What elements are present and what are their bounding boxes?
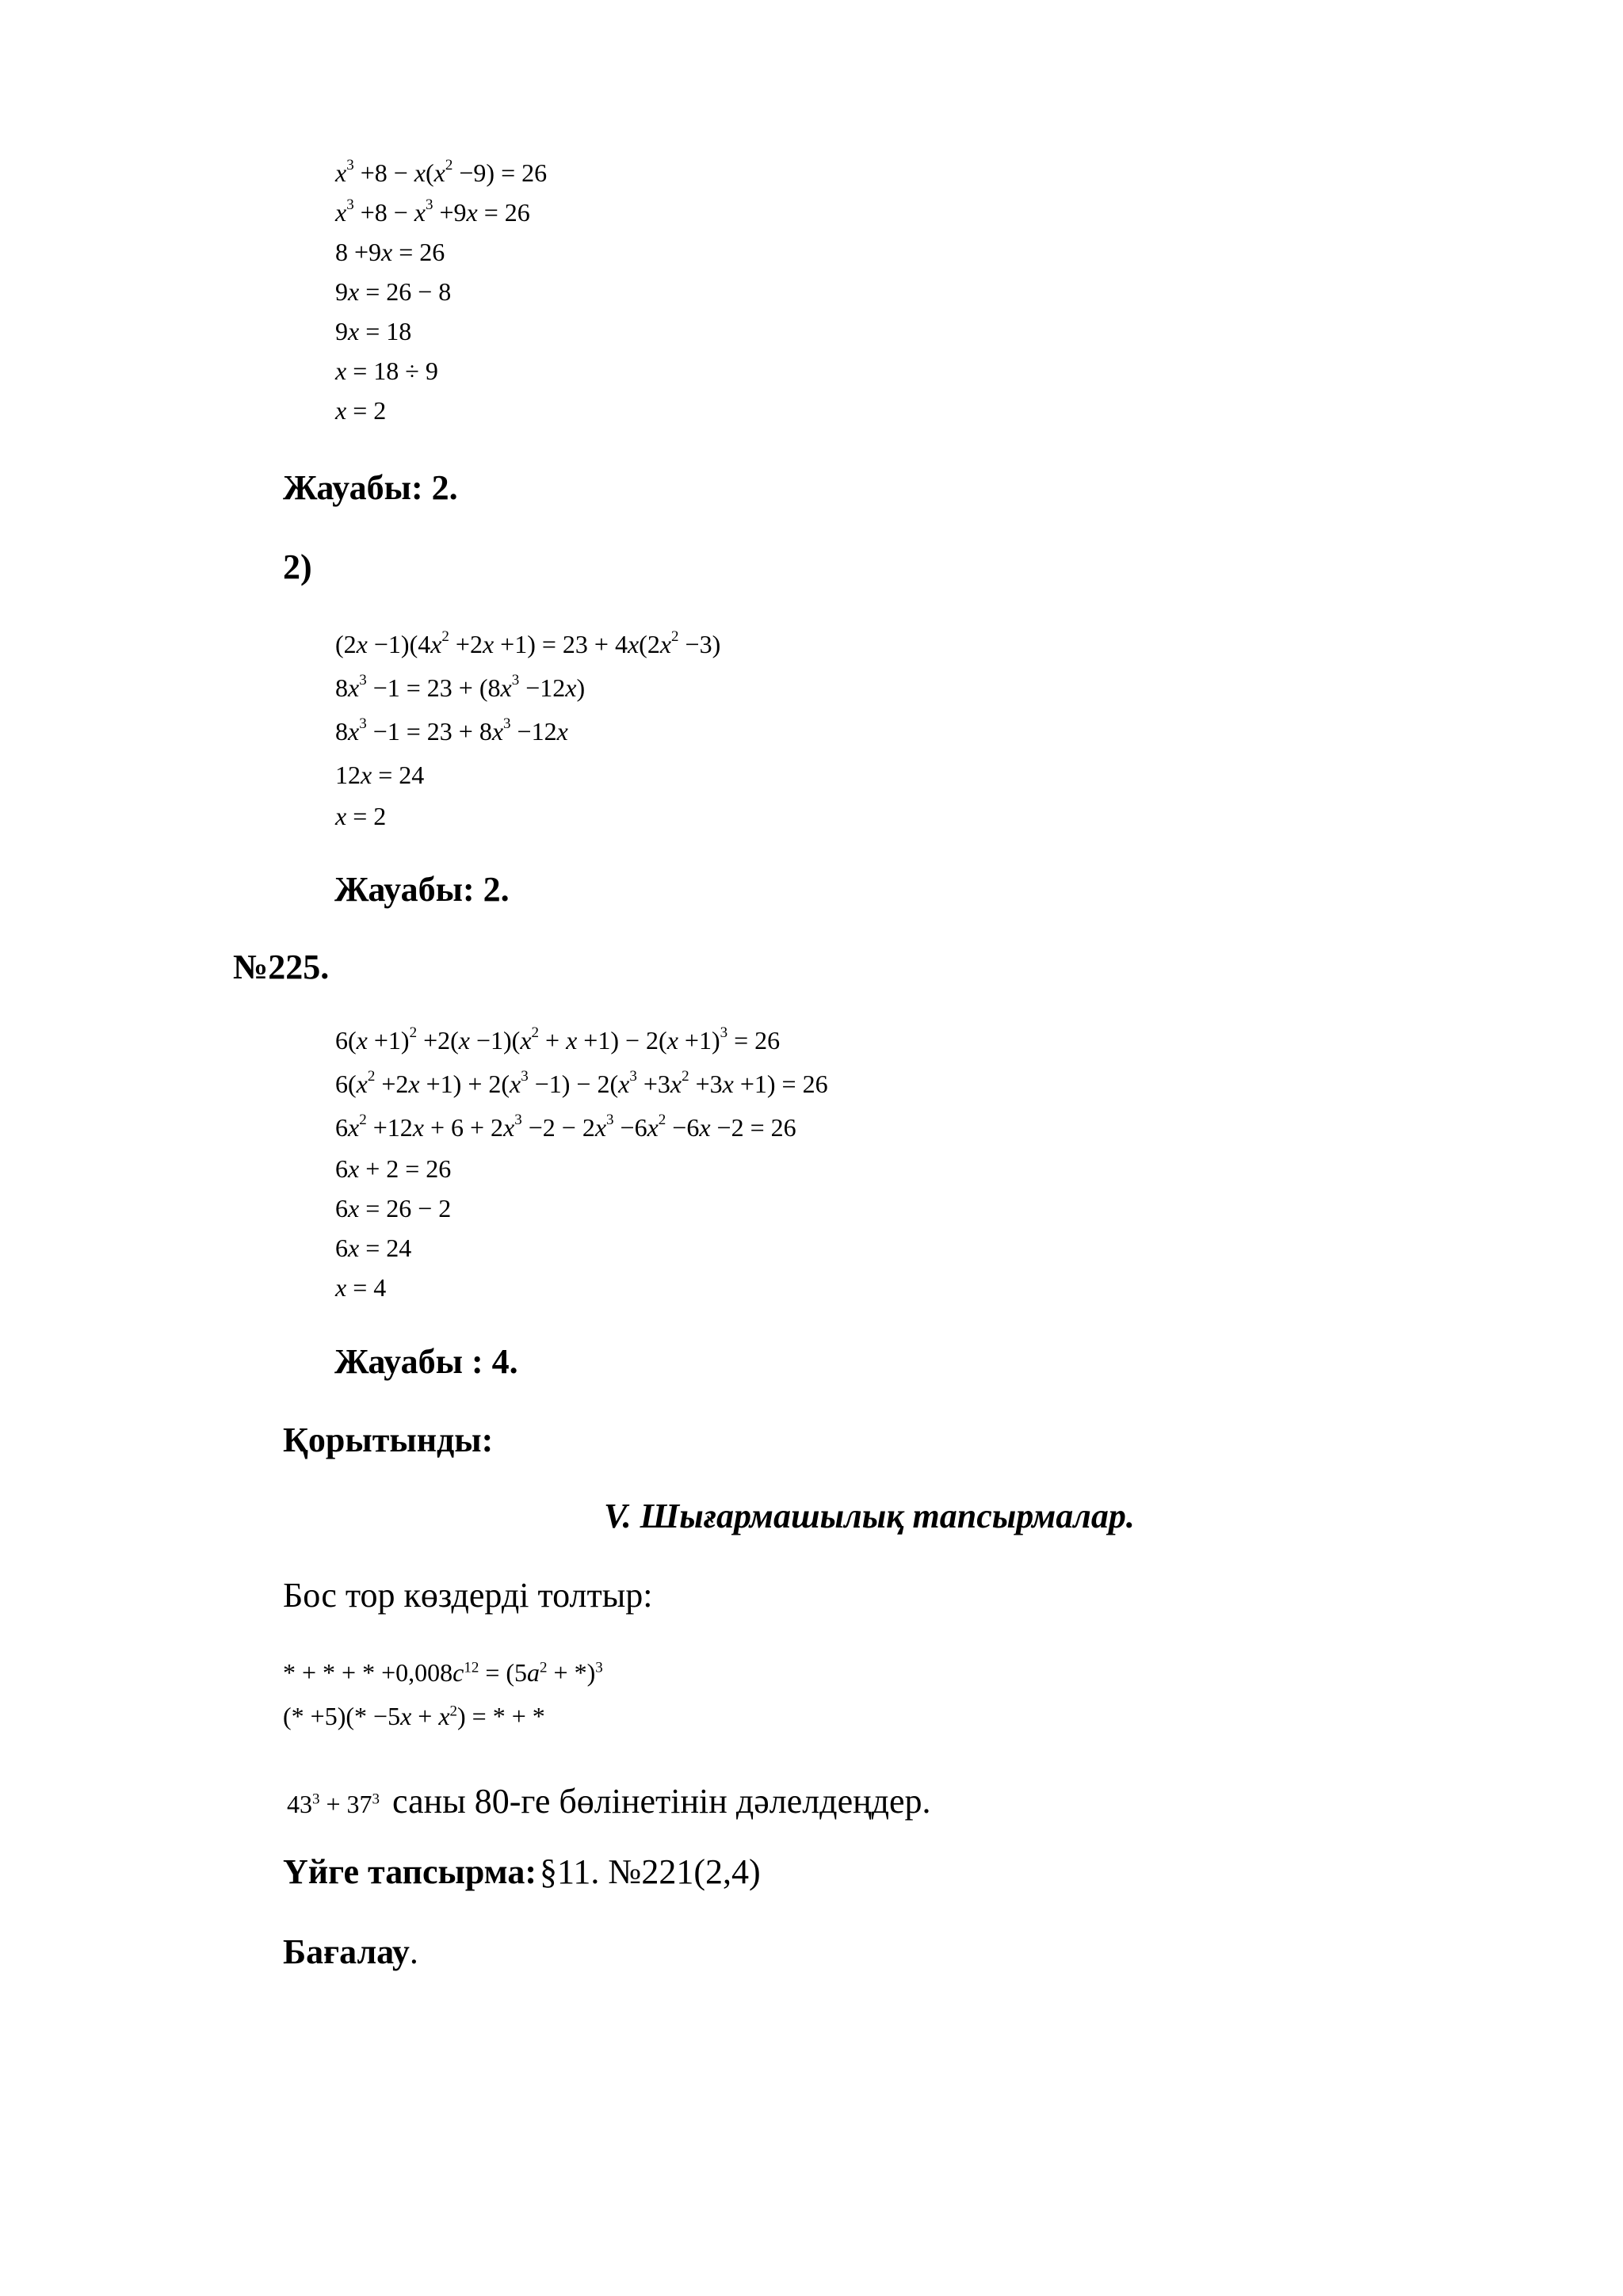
eq-2-5: x = 2 [335,802,387,830]
prove-text: саны 80-ге бөлінетінін дәлелдеңдер. [392,1782,931,1821]
grading-line [283,1932,418,1972]
section-title: V. Шығармашылық тапсырмалар. [604,1497,1135,1535]
part-2-label: 2) [283,547,312,586]
eq-1-5: 9x = 18 [335,317,412,345]
eq-2-4: 12x = 24 [335,761,425,789]
conclusion-heading: Қорытынды: [283,1421,494,1459]
answer-2: Жауабы: 2. [334,870,510,909]
eq-3-2: $6(x^2 +2x +1) + 2(x^3 -1) - 2(x^3 +3x^2 +3x +1) = 26$ [335,1068,828,1098]
eq-3-7: x = 4 [335,1273,387,1302]
answer-3: Жауабы : 4. [334,1342,518,1381]
fill-eq-2: (* $+5)(* -5x + x^2)$ = * + * [283,1702,545,1730]
eq-1-2: $x^3 +8 - x^3 +9x = 26$ [335,196,530,227]
eq-2-2: $8x^3 -1 = 23 + (8x^3 -12x)$ [335,672,586,702]
eq-2-3: $8x^3 -1 = 23 + 8x^3 -12x$ [335,715,568,746]
eq-1-7: x = 2 [335,396,387,425]
grading-label: Бағалау [283,1932,410,1971]
eq-3-1: $6(x +1)^2 +2(x -1)(x^2 + x +1) - 2(x +1)^3 = 26$ [335,1024,781,1055]
eq-3-6: 6x = 24 [335,1234,412,1262]
prove-line [287,1781,931,1821]
eq-1-3: 8 +9x = 26 [335,238,445,266]
eq-3-4: 6x + 2 = 26 [335,1154,452,1183]
homework-label: Үйге тапсырма: [283,1852,537,1891]
fill-eq-1: * + * + * $+0,008c^{12} = (5a^2 + *)^3$ [283,1658,603,1687]
eq-3-5: 6x = 26 − 2 [335,1194,452,1222]
eq-3-3: $6x^2 +12x + 6 + 2x^3 -2 - 2x^3 -6x^2 -6x -2 = 26$ [335,1112,796,1142]
eq-1-1: $x^3 +8 - x(x^2 -9) = 26$ [335,157,548,187]
eq-1-4: 9x = 26 − 8 [335,277,452,306]
homework-line [283,1852,761,1892]
grading-dot: . [409,1932,418,1971]
homework-value: §11. №221(2,4) [540,1852,761,1891]
prove-expression: $43^3 + 37^3$ [287,1790,380,1818]
eq-1-6: x = 18 ÷ 9 [335,357,438,385]
fill-instruction: Бос тор көздерді толтыр: [283,1576,653,1615]
eq-2-1: $(2x -1)(4x^2 +2x +1) = 23 + 4x(2x^2 -3)$ [335,628,721,658]
problem-number: №225. [233,948,330,986]
answer-1: Жауабы: 2. [283,468,458,507]
